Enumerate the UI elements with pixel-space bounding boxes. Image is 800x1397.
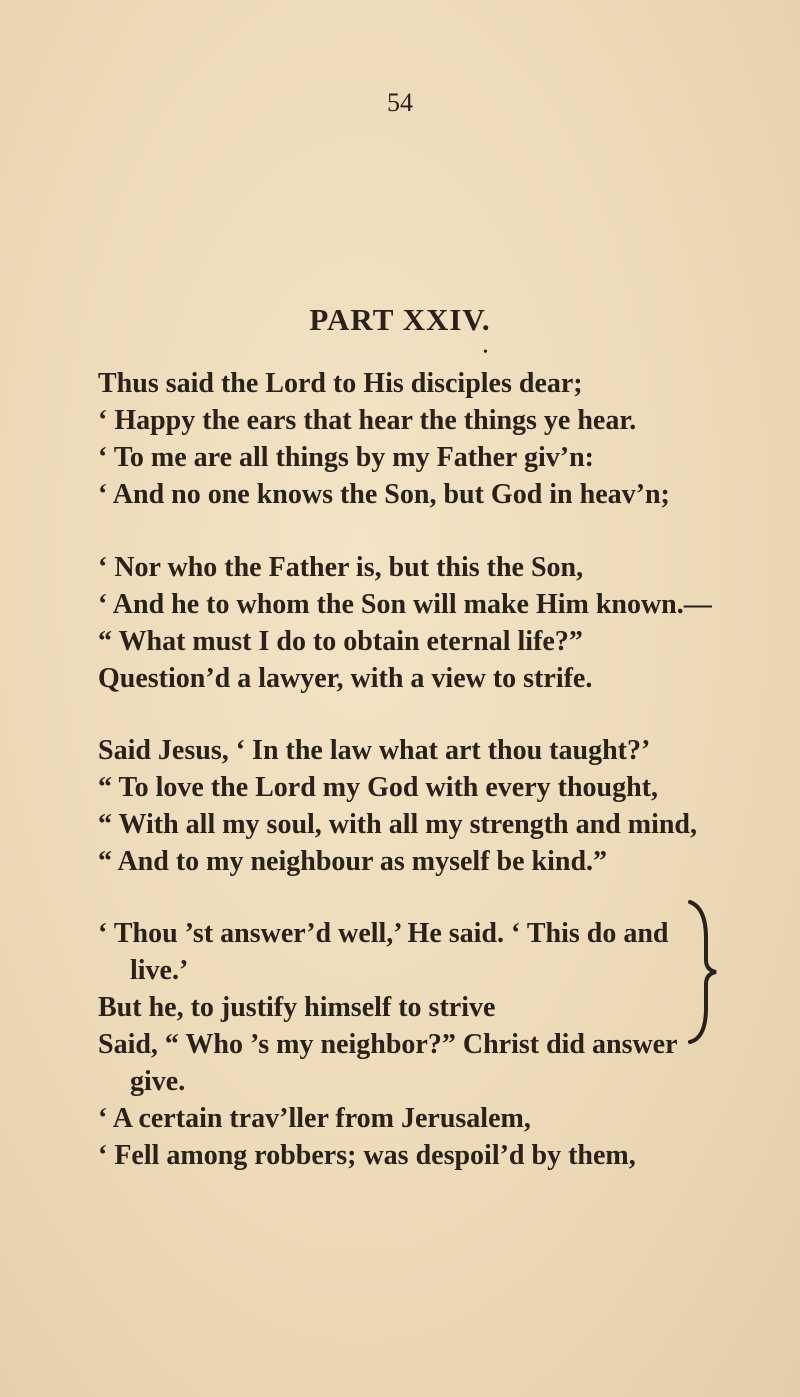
page-number: 54 [387, 88, 413, 117]
verse-line: “ To love the Lord my God with every thought, [98, 772, 659, 803]
section-heading: PART XXIV. [309, 302, 491, 337]
verse-line: Thus said the Lord to His disciples dear; [98, 368, 583, 399]
verse-line: “ And to my neighbour as myself be kind.” [98, 846, 608, 877]
verse-line: ‘ To me are all things by my Father giv’n: [98, 442, 594, 473]
verse-line: ‘ And he to whom the Son will make Him known.— [98, 589, 712, 620]
verse-line: “ With all my soul, with all my strength and mind, [98, 809, 698, 840]
verse-line: Question’d a lawyer, with a view to strife. [98, 663, 593, 694]
verse-line: But he, to justify himself to strive [98, 992, 496, 1023]
verse-line: ‘ Thou ’st answer’d well,’ He said. ‘ This do and [98, 918, 669, 949]
verse-line: Said Jesus, ‘ In the law what art thou taught?’ [98, 735, 651, 766]
verse-line: ‘ A certain trav’ller from Jerusalem, [98, 1103, 531, 1134]
verse-line: ‘ And no one knows the Son, but God in heav’n; [98, 479, 670, 510]
verse-line: ‘ Fell among robbers; was despoil’d by them, [98, 1140, 636, 1171]
triplet-brace [686, 898, 728, 1046]
verse-line-continuation: live.’ [130, 955, 189, 986]
verse-line: ‘ Happy the ears that hear the things ye hear. [98, 405, 637, 436]
verse-line: “ What must I do to obtain eternal life?” [98, 626, 583, 657]
verse-line-continuation: give. [130, 1066, 186, 1097]
verse-line: ‘ Nor who the Father is, but this the Son, [98, 552, 584, 583]
ornament-mark: • [483, 345, 488, 360]
verse-line: Said, “ Who ’s my neighbor?” Christ did answer [98, 1029, 678, 1060]
